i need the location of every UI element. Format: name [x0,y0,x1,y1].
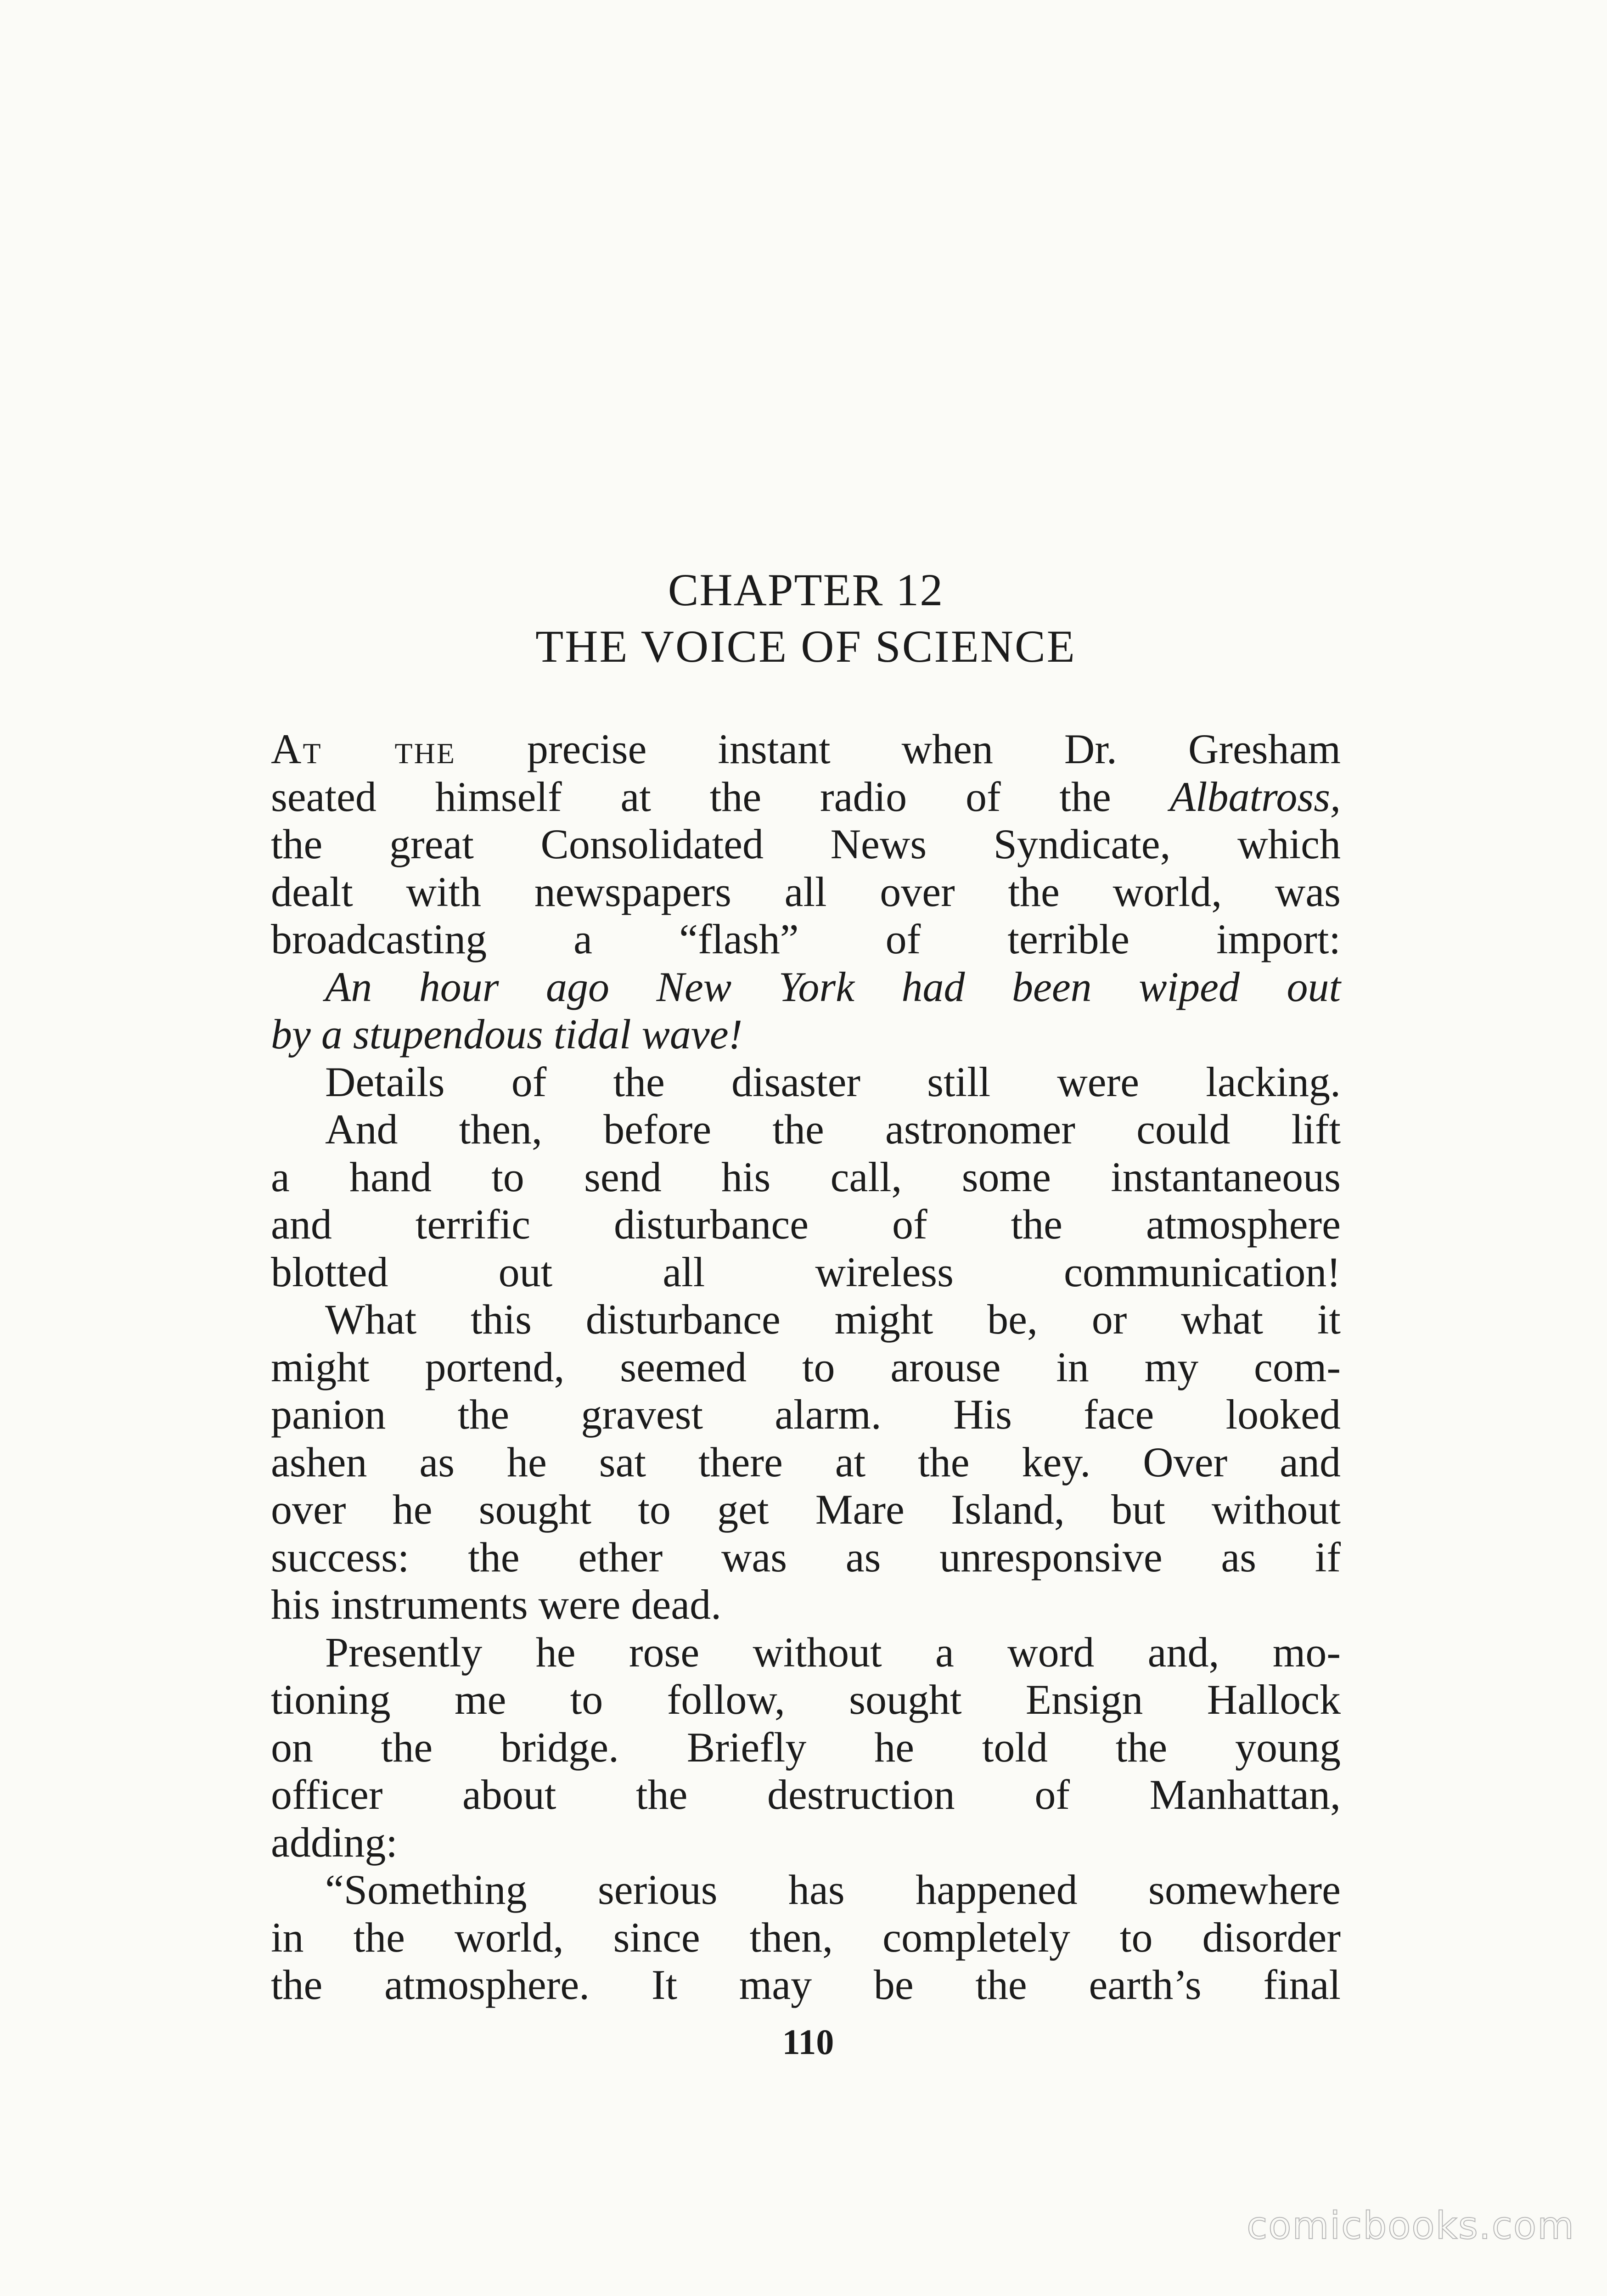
text-line-content: precise instant when Dr. Gresham [527,726,1341,772]
text-line: And then, before the astronomer could lift [325,1106,1341,1153]
text-line: dealt with newspapers all over the world, was [271,868,1341,915]
text-line: blotted out all wireless communication! [271,1248,1341,1295]
text-line: and terrific disturbance of the atmosphere [271,1201,1341,1248]
text-line: officer about the destruction of Manhattan, [271,1771,1341,1818]
text-line: Details of the disaster still were lacking. [325,1058,1341,1105]
chapter-title: THE VOICE OF SCIENCE [535,621,1076,672]
page-number: 110 [782,2022,834,2062]
text-line: the great Consolidated News Syndicate, which [271,821,1341,867]
text-line: panion the gravest alarm. His face looked [271,1391,1341,1438]
text-line: broadcasting a “flash” of terrible import: [271,916,1341,962]
text-line-italic: by a stupendous tidal wave! [271,1011,743,1058]
text-line: the atmosphere. It may be the earth’s final [271,1961,1341,2008]
text-line: What this disturbance might be, or what it [325,1296,1341,1343]
opening-words: At the [271,726,456,772]
text-line: success: the ether was as unresponsive as if [271,1533,1341,1581]
body-text [271,726,1341,2009]
text-line [271,773,1341,821]
text-line: over he sought to get Mare Island, but without [271,1486,1341,1533]
chapter-number: CHAPTER 12 [668,564,944,615]
text-line [271,726,1341,773]
text-line-italic: An hour ago New York had been wiped out [325,963,1341,1010]
text-line: “Something serious has happened somewhere [325,1866,1341,1913]
text-line: tioning me to follow, sought Ensign Hallock [271,1676,1341,1723]
text-line: Presently he rose without a word and, mo- [325,1628,1341,1676]
ship-name: Albatross, [1169,773,1341,820]
text-line: ashen as he sat there at the key. Over and [271,1438,1341,1486]
text-line: his instruments were dead. [271,1581,722,1628]
watermark: comicbooks.com [1247,2204,1575,2248]
text-line-content: seated himself at the radio of the [271,773,1111,820]
text-line: on the bridge. Briefly he told the young [271,1723,1341,1771]
text-line: in the world, since then, completely to disorder [271,1913,1341,1961]
text-line: a hand to send his call, some instantaneous [271,1153,1341,1200]
text-line: adding: [271,1818,398,1866]
text-line: might portend, seemed to arouse in my com- [271,1343,1341,1390]
